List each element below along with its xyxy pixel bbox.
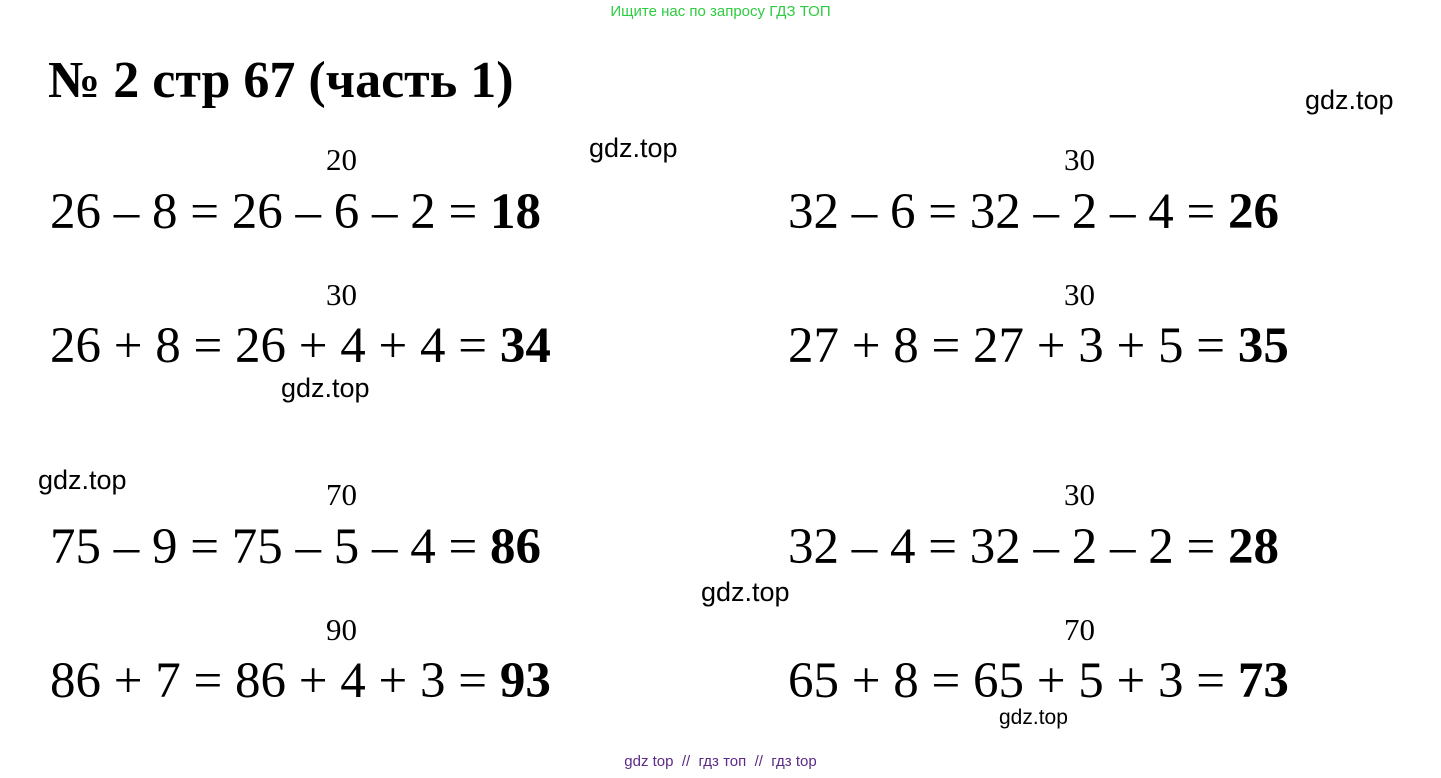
equation-answer: 73 <box>1237 653 1289 709</box>
equation-answer: 18 <box>490 184 542 240</box>
equation <box>788 182 1279 242</box>
equation-expression: 27 + 8 = 27 + 3 + 5 = <box>788 318 1238 374</box>
equation-expression: 86 + 7 = 86 + 4 + 3 = <box>50 653 500 709</box>
equation-answer: 93 <box>499 653 551 709</box>
equation-answer: 34 <box>499 318 551 374</box>
equation-expression: 26 + 8 = 26 + 4 + 4 = <box>50 318 500 374</box>
rounding-hint: 30 <box>1064 477 1095 512</box>
equation <box>788 651 1289 711</box>
equation <box>50 651 551 711</box>
rounding-hint: 70 <box>1064 612 1095 647</box>
equation-expression: 32 – 4 = 32 – 2 – 2 = <box>788 519 1229 575</box>
equation-expression: 75 – 9 = 75 – 5 – 4 = <box>50 519 491 575</box>
equation-expression: 65 + 8 = 65 + 5 + 3 = <box>788 653 1238 709</box>
equation-answer: 86 <box>490 519 542 575</box>
watermark: gdz.top <box>38 465 127 495</box>
rounding-hint: 30 <box>326 277 357 312</box>
rounding-hint: 20 <box>326 142 357 177</box>
equation-expression: 32 – 6 = 32 – 2 – 4 = <box>788 184 1229 240</box>
top-banner: Ищите нас по запросу ГДЗ ТОП <box>610 3 831 20</box>
equation-answer: 28 <box>1228 519 1280 575</box>
equation <box>788 316 1289 376</box>
rounding-hint: 30 <box>1064 142 1095 177</box>
rounding-hint: 30 <box>1064 277 1095 312</box>
watermark: gdz.top <box>701 577 790 607</box>
equation <box>50 316 551 376</box>
watermark: gdz.top <box>999 706 1068 729</box>
equation <box>50 182 541 242</box>
watermark: gdz.top <box>281 373 370 403</box>
rounding-hint: 70 <box>326 477 357 512</box>
equation-answer: 35 <box>1237 318 1289 374</box>
equation <box>788 517 1279 577</box>
rounding-hint: 90 <box>326 612 357 647</box>
page-title: № 2 стр 67 (часть 1) <box>48 52 514 109</box>
equation <box>50 517 541 577</box>
equation-expression: 26 – 8 = 26 – 6 – 2 = <box>50 184 491 240</box>
footer-links: gdz top // гдз топ // гдз top <box>624 753 817 770</box>
watermark: gdz.top <box>589 133 678 163</box>
equation-answer: 26 <box>1228 184 1280 240</box>
watermark: gdz.top <box>1305 85 1394 115</box>
